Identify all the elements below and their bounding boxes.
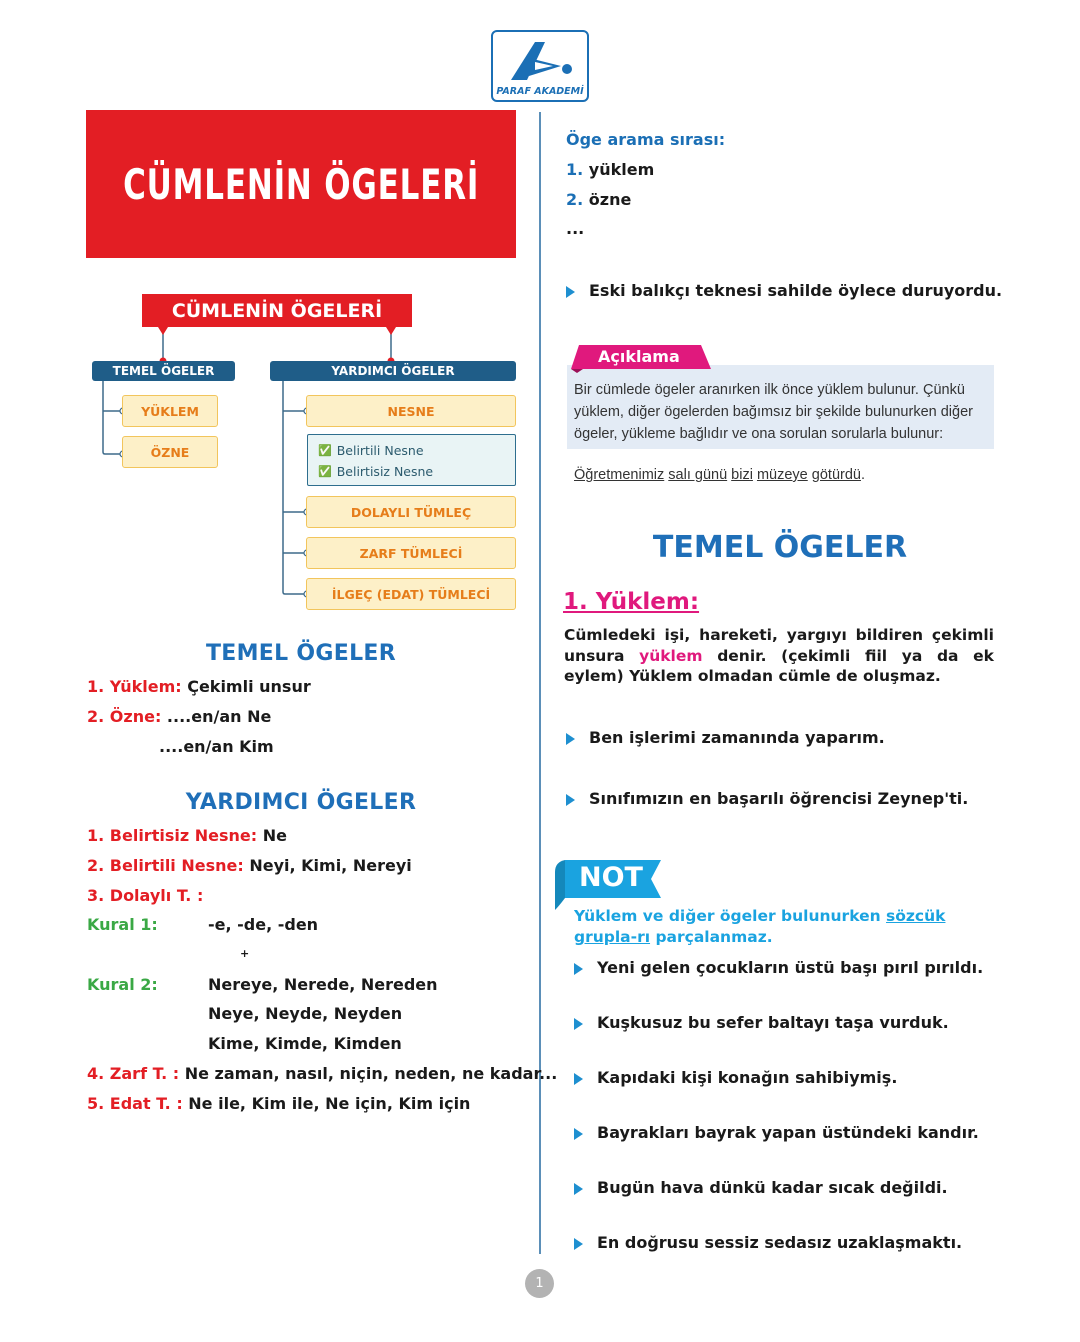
temel-ogeler-heading: TEMEL ÖGELER — [205, 641, 396, 666]
yuklem-definition — [564, 625, 994, 687]
def-part-2: denir. (çekimli fiil ya da ek eylem) Yüklem olmadan cümle de oluşmaz. — [564, 646, 994, 685]
arama-num-2: 2. — [566, 190, 584, 209]
ozne-key: 2. Özne: — [87, 707, 162, 726]
arama-dots: ... — [566, 219, 585, 238]
not-item-4 — [574, 1123, 979, 1142]
not-item-text-2: Kuşkusuz bu sefer baltayı taşa vurduk. — [597, 1013, 949, 1032]
temel-ogeler-bar: TEMEL ÖGELER — [92, 361, 235, 381]
plus-sign: + — [240, 947, 250, 960]
not-item-text-1: Yeni gelen çocukların üstü başı pırıl pırıldı. — [597, 958, 984, 977]
def-part-1: Cümledeki işi, hareketi, yargıyı bildiren çekimli unsura — [564, 626, 994, 665]
not-item-2 — [574, 1013, 949, 1032]
dolayli-line: 3. Dolaylı T. : — [87, 886, 204, 905]
not-item-5 — [574, 1178, 948, 1197]
belirtisiz-nesne-label: Belirtisiz Nesne — [336, 464, 434, 479]
yuklem-value: Çekimli unsur — [181, 677, 311, 696]
example-text-2: Ben işlerimi zamanında yaparım. — [589, 728, 885, 747]
ex-word-2: salı günü — [668, 467, 728, 483]
yardimci-ogeler-heading: YARDIMCI ÖGELER — [185, 790, 417, 815]
bullet-triangle-icon — [574, 1073, 583, 1085]
zarf-value: Ne zaman, nasıl, niçin, neden, ne kadar... — [179, 1064, 558, 1083]
nesne-box: NESNE — [306, 395, 516, 427]
not-item-text-4: Bayrakları bayrak yapan üstündeki kandır. — [597, 1123, 979, 1142]
bullet-triangle-icon — [574, 1128, 583, 1140]
aciklama-label: Açıklama — [598, 347, 680, 366]
example-sentence-3 — [566, 789, 968, 808]
kural2-key: Kural 2: — [87, 975, 158, 994]
belirtisiz-key: 1. Belirtisiz Nesne: — [87, 826, 258, 845]
arama-text-2: özne — [583, 190, 632, 209]
arama-sirasi-heading: Öge arama sırası: — [566, 130, 726, 149]
title-banner — [86, 110, 516, 258]
not-item-6 — [574, 1233, 962, 1252]
belirtili-nesne-line — [87, 856, 412, 875]
example-text-3: Sınıfımızın en başarılı öğrencisi Zeynep'ti. — [589, 789, 969, 808]
ozne-line — [87, 707, 271, 726]
paraf-akademi-logo — [491, 30, 589, 102]
kural1-key: Kural 1: — [87, 915, 158, 934]
belirtisiz-value: Ne — [257, 826, 287, 845]
ex-word-4: müzeye — [756, 467, 808, 483]
aciklama-text: Bir cümlede ögeler aranırken ilk önce yüklem bulunur. Çünkü yüklem, diğer ögelerden bağımsız bir şekilde bulunurken diğer ögeler, yükleme bağlıdır ve ona sorulan sorularla bulunur: — [574, 382, 973, 442]
bullet-triangle-icon — [574, 1183, 583, 1195]
ex-end: . — [860, 467, 865, 483]
not-text-underlined: sözcük grupla-rı — [574, 907, 946, 946]
belirtisiz-nesne-line — [87, 826, 287, 845]
ex-word-1: Öğretmenimiz — [574, 467, 665, 483]
yuklem-box: YÜKLEM — [122, 395, 218, 427]
edat-value: Ne ile, Kim ile, Ne için, Kim için — [182, 1094, 471, 1113]
dolayli-tumlec-box: DOLAYLI TÜMLEÇ — [306, 496, 516, 528]
edat-key: 5. Edat T. : — [87, 1094, 183, 1113]
diagram-title: CÜMLENİN ÖGELERİ — [142, 294, 412, 327]
not-item-text-5: Bugün hava dünkü kadar sıcak değildi. — [597, 1178, 948, 1197]
ozne-value: ....en/an Ne — [161, 707, 272, 726]
kural1-value: -e, -de, -den — [208, 915, 319, 934]
example-sentence-1 — [566, 281, 1002, 300]
belirtisiz-nesne-item — [318, 461, 505, 482]
yuklem-key: 1. Yüklem: — [87, 677, 182, 696]
yardimci-ogeler-bar: YARDIMCI ÖGELER — [270, 361, 516, 381]
temel-ogeler-big-heading: TEMEL ÖGELER — [652, 530, 908, 565]
zarf-line — [87, 1064, 557, 1083]
page-number: 1 — [525, 1269, 554, 1298]
logo-mark-icon — [505, 36, 577, 88]
bullet-triangle-icon — [566, 286, 575, 298]
belirtili-nesne-item — [318, 440, 505, 461]
ilgec-tumleci-box: İLGEÇ (EDAT) TÜMLECİ — [306, 578, 516, 610]
bullet-triangle-icon — [574, 1018, 583, 1030]
ex-word-5: götürdü — [811, 467, 861, 483]
kural2-value-1: Nereye, Nerede, Nereden — [208, 975, 438, 994]
not-text-2: parçalanmaz. — [650, 928, 773, 946]
check-icon: ✅ — [318, 465, 332, 478]
not-item-text-3: Kapıdaki kişi konağın sahibiymiş. — [597, 1068, 898, 1087]
belirtili-nesne-label: Belirtili Nesne — [336, 443, 424, 458]
arama-num-1: 1. — [566, 160, 584, 179]
bullet-triangle-icon — [574, 1238, 583, 1250]
bullet-triangle-icon — [574, 963, 583, 975]
example-underlined-sentence — [574, 467, 865, 483]
yuklem-line — [87, 677, 311, 696]
example-sentence-2 — [566, 728, 885, 747]
ozne-box: ÖZNE — [122, 436, 218, 468]
ex-word-3: bizi — [731, 467, 753, 483]
def-keyword: yüklem — [639, 646, 703, 665]
not-item-3 — [574, 1068, 897, 1087]
zarf-tumleci-box: ZARF TÜMLECİ — [306, 537, 516, 569]
yuklem-heading: 1. Yüklem: — [563, 589, 700, 615]
kural2-value-3: Kime, Kimde, Kimden — [208, 1034, 402, 1053]
not-label: NOT — [579, 862, 643, 893]
bullet-triangle-icon — [566, 733, 575, 745]
arama-text-1: yüklem — [583, 160, 655, 179]
arama-item-1 — [566, 160, 654, 179]
not-item-1 — [574, 958, 983, 977]
bullet-triangle-icon — [566, 794, 575, 806]
nesne-subtypes — [307, 434, 516, 486]
belirtili-value: Neyi, Kimi, Nereyi — [243, 856, 412, 875]
not-text-1: Yüklem ve diğer ögeler bulunurken — [574, 907, 887, 925]
zarf-key: 4. Zarf T. : — [87, 1064, 180, 1083]
edat-line — [87, 1094, 470, 1113]
check-icon: ✅ — [318, 444, 332, 457]
kural2-value-2: Neye, Neyde, Neyden — [208, 1004, 403, 1023]
belirtili-key: 2. Belirtili Nesne: — [87, 856, 244, 875]
page-title: CÜMLENİN ÖGELERİ — [122, 159, 480, 209]
not-text — [574, 906, 994, 948]
arama-item-2 — [566, 190, 631, 209]
example-text-1: Eski balıkçı teknesi sahilde öylece duruyordu. — [589, 281, 1003, 300]
ozne-line-2: ....en/an Kim — [159, 737, 274, 756]
not-item-text-6: En doğrusu sessiz sedasız uzaklaşmaktı. — [597, 1233, 963, 1252]
logo-text: PARAF AKADEMİ — [496, 86, 584, 97]
